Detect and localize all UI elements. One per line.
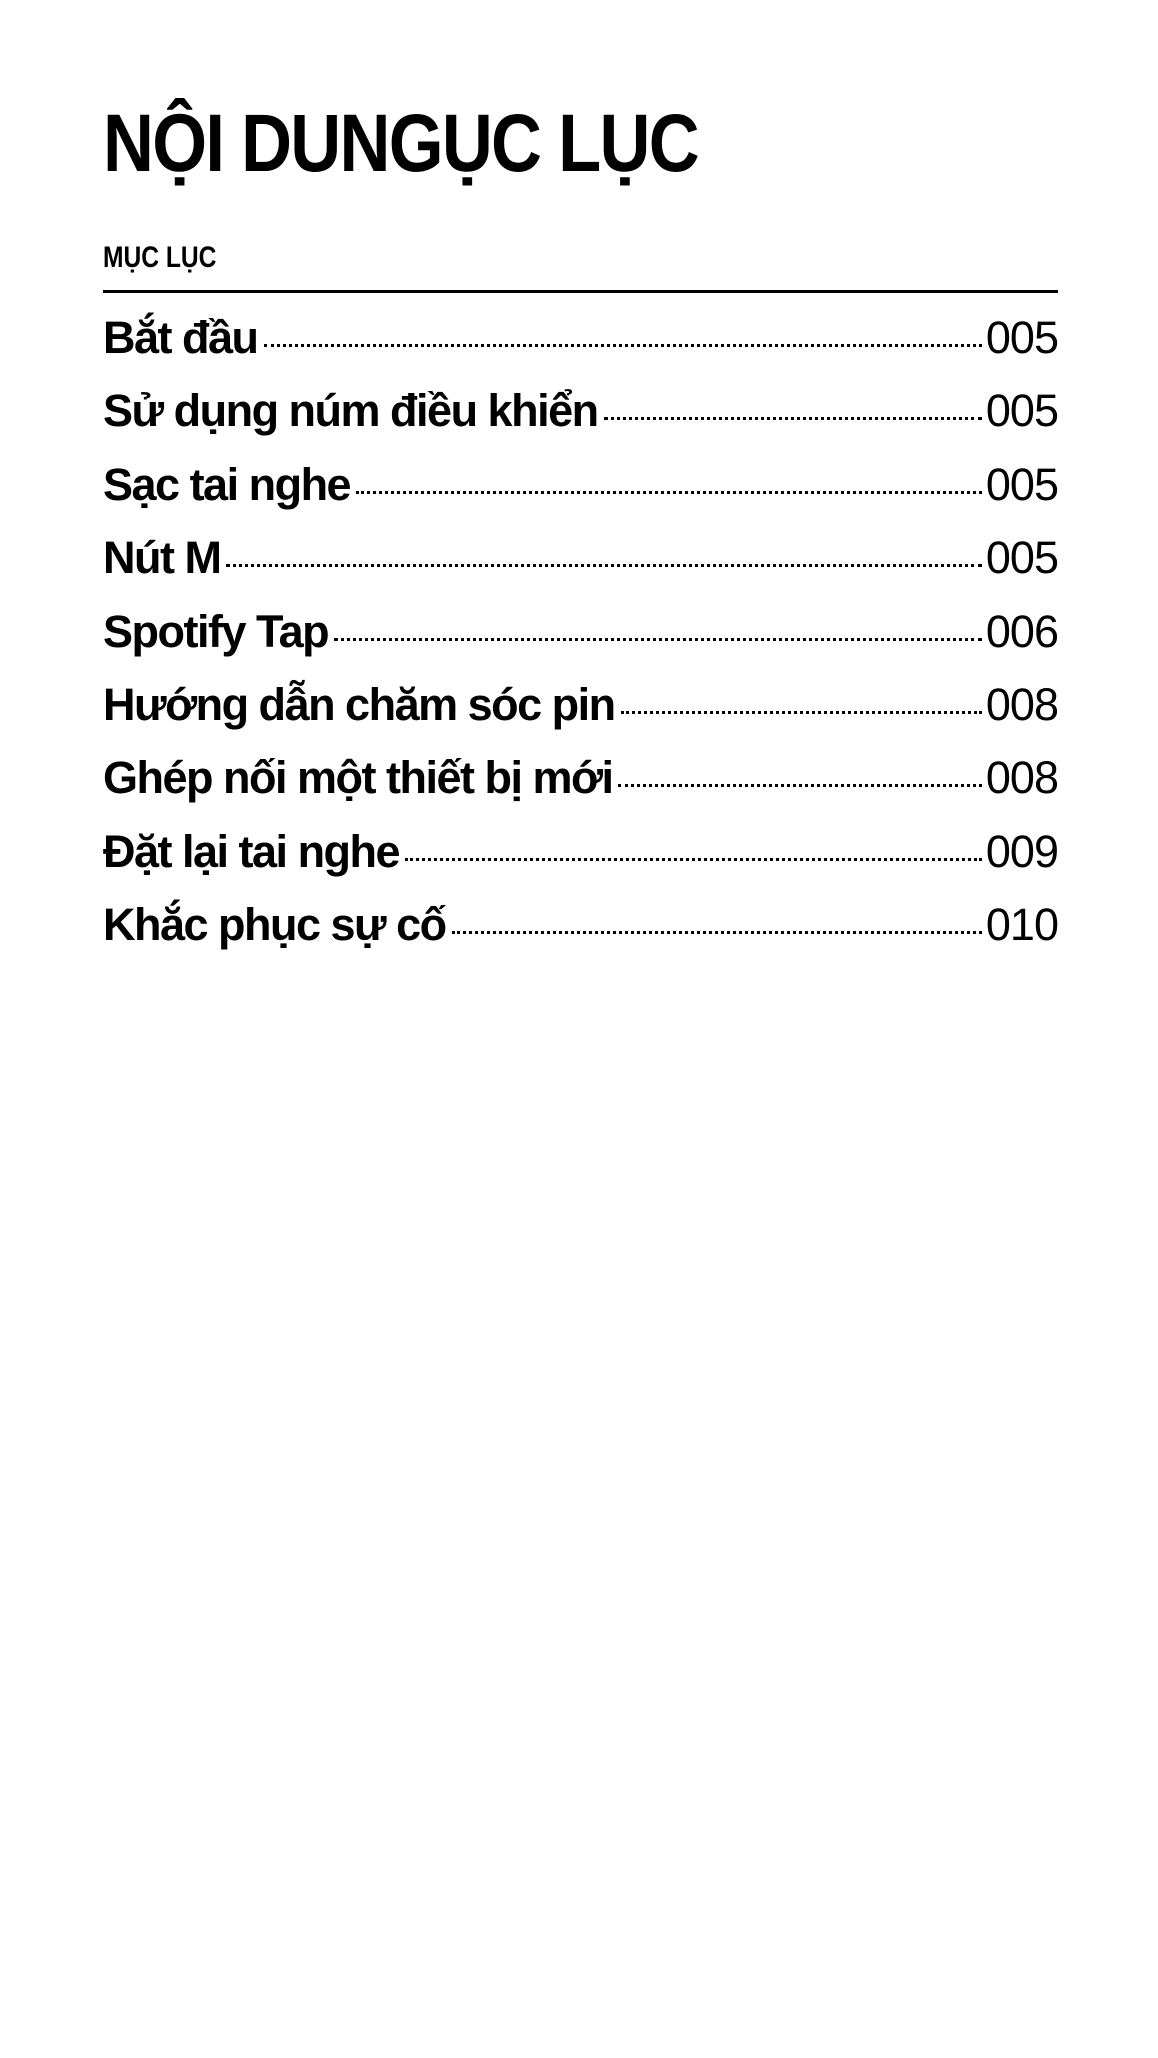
toc-entry-title: Khắc phục sự cố <box>103 899 446 951</box>
toc-entry-pair-device[interactable] <box>103 748 1058 821</box>
toc-entry-title: Spotify Tap <box>103 605 329 657</box>
dot-leader <box>618 784 981 787</box>
dot-leader <box>452 931 982 934</box>
dot-leader <box>226 564 981 567</box>
toc-entry-title: Ghép nối một thiết bị mới <box>103 752 613 804</box>
toc-entry-battery-care[interactable] <box>103 675 1058 748</box>
dot-leader <box>264 344 982 347</box>
toc-entry-spotify-tap[interactable] <box>103 602 1058 675</box>
toc-entry-title: Đặt lại tai nghe <box>103 825 400 877</box>
toc-entry-title: Hướng dẫn chăm sóc pin <box>103 678 615 730</box>
page-title: NỘI DUNGỤC LỤC <box>103 98 698 189</box>
dot-leader <box>405 858 982 861</box>
toc-entry-title: Nút M <box>103 532 221 584</box>
toc-entry-title: Sạc tai nghe <box>103 458 351 510</box>
toc-entry-title: Sử dụng núm điều khiển <box>103 385 598 437</box>
toc-list <box>103 308 1058 969</box>
dot-leader <box>356 491 982 494</box>
toc-entry-page: 005 <box>985 532 1058 584</box>
dot-leader <box>334 638 982 641</box>
toc-entry-reset-headphones[interactable] <box>103 822 1058 895</box>
toc-entry-page: 005 <box>985 458 1058 510</box>
toc-entry-page: 006 <box>985 605 1058 657</box>
toc-entry-m-button[interactable] <box>103 528 1058 601</box>
toc-entry-page: 010 <box>985 899 1058 951</box>
toc-entry-using-controls[interactable] <box>103 381 1058 454</box>
dot-leader <box>621 711 982 714</box>
divider <box>103 290 1058 293</box>
toc-entry-page: 009 <box>985 825 1058 877</box>
toc-entry-getting-started[interactable] <box>103 308 1058 381</box>
dot-leader <box>604 417 982 420</box>
toc-entry-charging[interactable] <box>103 455 1058 528</box>
toc-entry-troubleshooting[interactable] <box>103 895 1058 968</box>
toc-entry-title: Bắt đầu <box>103 312 258 363</box>
toc-entry-page: 005 <box>985 385 1058 437</box>
section-label: MỤC LỤC <box>103 241 217 274</box>
toc-entry-page: 005 <box>985 312 1058 363</box>
toc-entry-page: 008 <box>985 752 1058 804</box>
toc-entry-page: 008 <box>985 678 1058 730</box>
